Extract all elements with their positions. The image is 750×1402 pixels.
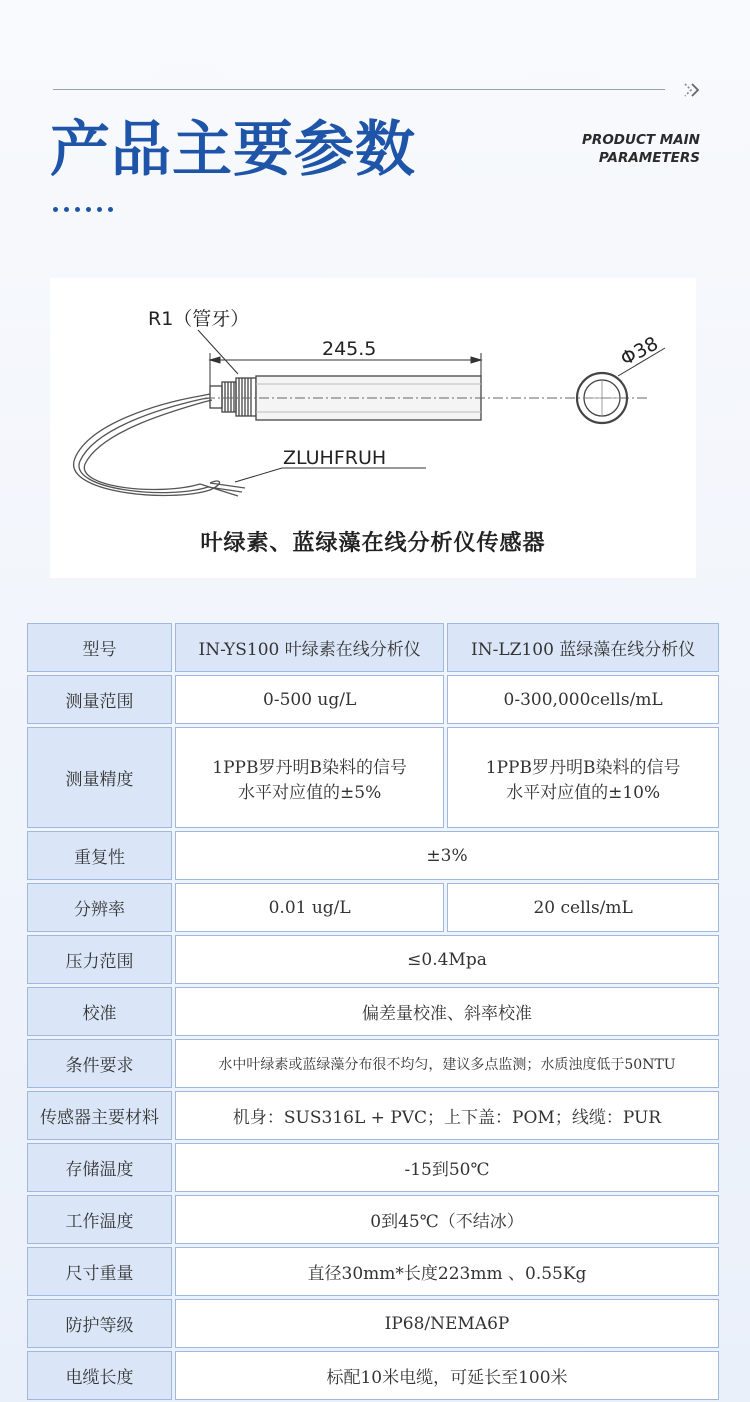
table-row bbox=[27, 935, 719, 984]
cable-coil-drawing bbox=[74, 394, 245, 496]
row-label-size-weight: 尺寸重量 bbox=[27, 1247, 172, 1296]
cable-leader-line bbox=[235, 468, 282, 482]
sensor-technical-drawing bbox=[50, 278, 696, 578]
parameters-table bbox=[24, 620, 722, 1402]
row-label-accuracy: 测量精度 bbox=[27, 727, 172, 828]
drawing-caption: 叶绿素、蓝绿藻在线分析仪传感器 bbox=[200, 531, 546, 556]
storage-temp-value: -15到50℃ bbox=[175, 1143, 719, 1192]
cable-length-value: 标配10米电缆，可延长至100米 bbox=[175, 1351, 719, 1400]
table-row bbox=[27, 1091, 719, 1140]
resolution-lz100: 20 cells/mL bbox=[447, 883, 719, 932]
table-row bbox=[27, 727, 719, 828]
range-lz100: 0-300,000cells/mL bbox=[447, 675, 719, 724]
size-weight-value: 直径30mm*长度223mm 、0.55Kg bbox=[175, 1247, 719, 1296]
accuracy-ys100-line2: 水平对应值的±5% bbox=[238, 782, 382, 803]
protection-value: IP68/NEMA6P bbox=[175, 1299, 719, 1348]
table-row bbox=[27, 1195, 719, 1244]
model-ys100: IN-YS100 叶绿素在线分析仪 bbox=[175, 623, 444, 672]
table-row bbox=[27, 1351, 719, 1400]
cable-label: ZLUHFRUH bbox=[283, 447, 387, 469]
row-label-calibration: 校准 bbox=[27, 987, 172, 1036]
row-label-repeatability: 重复性 bbox=[27, 831, 172, 880]
row-label-conditions: 条件要求 bbox=[27, 1039, 172, 1088]
repeatability-value: ±3% bbox=[175, 831, 719, 880]
materials-value: 机身：SUS316L + PVC；上下盖：POM；线缆：PUR bbox=[175, 1091, 719, 1140]
double-chevron-right-icon bbox=[682, 78, 704, 102]
accuracy-ys100 bbox=[175, 727, 444, 828]
diameter-label: Φ38 bbox=[617, 332, 662, 371]
row-label-resolution: 分辨率 bbox=[27, 883, 172, 932]
row-label-protection: 防护等级 bbox=[27, 1299, 172, 1348]
table-row bbox=[27, 1143, 719, 1192]
page-title: 产品主要参数 bbox=[50, 115, 416, 185]
accuracy-lz100-line2: 水平对应值的±10% bbox=[506, 782, 661, 803]
resolution-ys100: 0.01 ug/L bbox=[175, 883, 444, 932]
row-label-model: 型号 bbox=[27, 623, 172, 672]
table-row bbox=[27, 1039, 719, 1088]
row-label-operating-temp: 工作温度 bbox=[27, 1195, 172, 1244]
table-row bbox=[27, 623, 719, 672]
accuracy-lz100 bbox=[447, 727, 719, 828]
table-row bbox=[27, 1247, 719, 1296]
operating-temp-value: 0到45℃（不结冰） bbox=[175, 1195, 719, 1244]
model-lz100: IN-LZ100 蓝绿藻在线分析仪 bbox=[447, 623, 719, 672]
conditions-value: 水中叶绿素或蓝绿藻分布很不均匀，建议多点监测；水质浊度低于50NTU bbox=[175, 1039, 719, 1088]
accuracy-ys100-line1: 1PPB罗丹明B染料的信号 bbox=[212, 757, 407, 778]
table-row bbox=[27, 883, 719, 932]
accuracy-lz100-line1: 1PPB罗丹明B染料的信号 bbox=[485, 757, 681, 778]
row-label-pressure: 压力范围 bbox=[27, 935, 172, 984]
row-label-cable-length: 电缆长度 bbox=[27, 1351, 172, 1400]
page-subtitle bbox=[582, 131, 700, 167]
thread-label: R1（管牙） bbox=[148, 308, 250, 330]
row-label-range: 测量范围 bbox=[27, 675, 172, 724]
row-label-storage-temp: 存储温度 bbox=[27, 1143, 172, 1192]
calibration-value: 偏差量校准、斜率校准 bbox=[175, 987, 719, 1036]
length-label: 245.5 bbox=[322, 338, 377, 360]
header-divider-line bbox=[53, 89, 665, 90]
table-row bbox=[27, 675, 719, 724]
decorative-dots bbox=[53, 207, 113, 212]
subtitle-line-1: PRODUCT MAIN bbox=[582, 132, 700, 148]
table-row bbox=[27, 831, 719, 880]
table-row bbox=[27, 987, 719, 1036]
row-label-materials: 传感器主要材料 bbox=[27, 1091, 172, 1140]
range-ys100: 0-500 ug/L bbox=[175, 675, 444, 724]
table-row bbox=[27, 1299, 719, 1348]
thread-leader-line bbox=[198, 330, 238, 374]
subtitle-line-2: PARAMETERS bbox=[598, 150, 700, 166]
thread-fitting-drawing bbox=[210, 378, 256, 416]
pressure-value: ≤0.4Mpa bbox=[175, 935, 719, 984]
